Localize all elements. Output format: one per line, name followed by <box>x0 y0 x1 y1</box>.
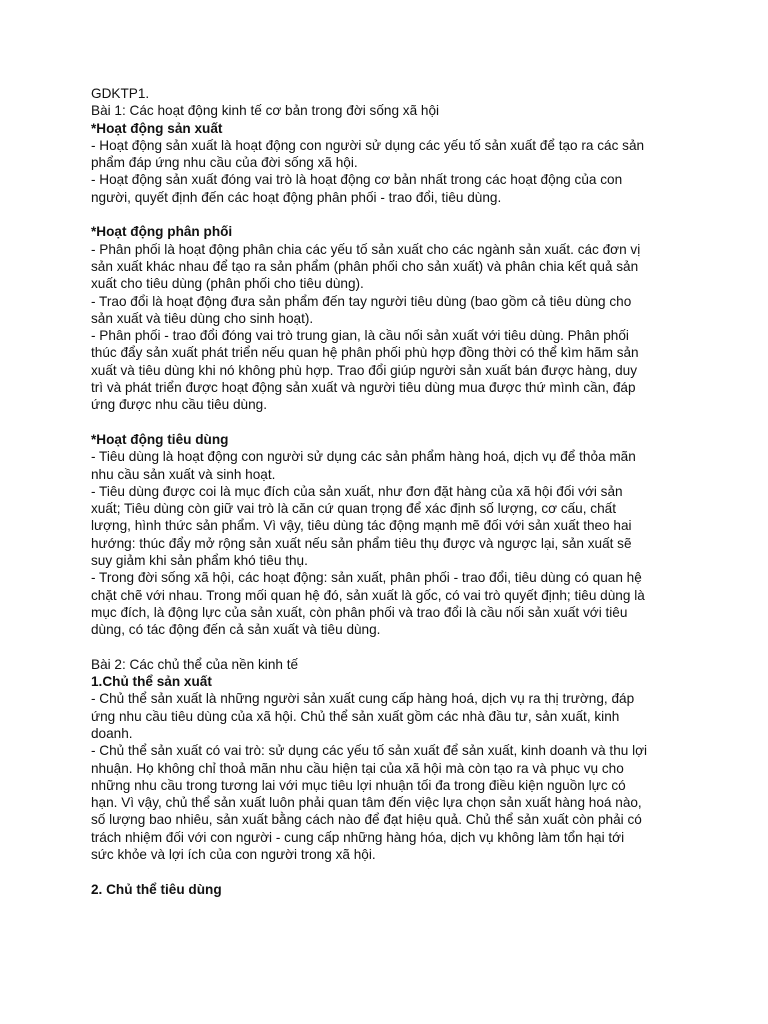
text-line: sản xuất và tiêu dùng cho sinh hoạt). <box>91 310 314 326</box>
text-line: xuất; Tiêu dùng còn giữ vai trò là căn cứ quan trọng để xác định số lượng, cơ cấu, chất <box>91 501 616 517</box>
text-line: hướng: thúc đẩy mở rộng sản xuất nếu sản phẩm tiêu thụ được và ngược lại, sản xuất sẽ <box>91 535 632 551</box>
section-heading: 1.Chủ thể sản xuất <box>91 674 212 690</box>
text-line: hạn. Vì vậy, chủ thể sản xuất luôn phải quan tâm đến việc lựa chọn sản xuất hàng hoá nào, <box>91 795 642 811</box>
text-line: - Tiêu dùng được coi là mục đích của sản xuất, như đơn đặt hàng của xã hội đối với sản <box>91 483 623 499</box>
text-line: Bài 2: Các chủ thể của nền kinh tế <box>91 656 299 672</box>
text-line: - Chủ thể sản xuất có vai trò: sử dụng các yếu tố sản xuất để sản xuất, kinh doanh và thu lợi <box>91 743 648 759</box>
document-page <box>91 85 687 898</box>
text-line: người, quyết định đến các hoạt động phân phối - trao đổi, tiêu dùng. <box>91 189 502 205</box>
text-line: - Phân phối - trao đổi đóng vai trò trung gian, là cầu nối sản xuất với tiêu dùng. Phân phối <box>91 328 629 344</box>
section-heading: *Hoạt động tiêu dùng <box>91 431 229 447</box>
section-heading: *Hoạt động sản xuất <box>91 120 223 136</box>
blank-line <box>91 639 687 656</box>
blank-line <box>91 863 687 880</box>
text-line: suy giảm khi sản phẩm khó tiêu thụ. <box>91 553 308 569</box>
text-line: phẩm đáp ứng nhu cầu của đời sống xã hội. <box>91 155 358 171</box>
text-line: chặt chẽ với nhau. Trong mối quan hệ đó, sản xuất là gốc, có vai trò quyết định; tiêu dùng là <box>91 587 645 603</box>
text-line: nhuận. Họ không chỉ thoả mãn nhu cầu hiện tại của xã hội mà còn tạo ra và phục vụ cho <box>91 760 624 776</box>
text-line: - Phân phối là hoạt động phân chia các yếu tố sản xuất cho các ngành sản xuất. các đơn vị <box>91 241 641 257</box>
text-line: lượng, hình thức sản phẩm. Vì vậy, tiêu dùng tác động mạnh mẽ đối với sản xuất theo hai <box>91 518 632 534</box>
text-line: sản xuất khác nhau để tạo ra sản phẩm (phân phối cho sản xuất) và phân chia kết quả sản <box>91 258 639 274</box>
text-line: ứng được nhu cầu tiêu dùng. <box>91 397 268 413</box>
blank-line <box>91 206 687 223</box>
text-line: Bài 1: Các hoạt động kinh tế cơ bản trong đời sống xã hội <box>91 103 440 119</box>
text-line: xuất và tiêu dùng khi nó không phù hợp. Trao đổi giúp người sản xuất bán được hàng, duy <box>91 362 638 378</box>
text-line: GDKTP1. <box>91 86 150 101</box>
text-line: - Hoạt động sản xuất là hoạt động con người sử dụng các yếu tố sản xuất để tạo ra các sản <box>91 137 645 153</box>
text-line: xuất cho tiêu dùng (phân phối cho tiêu dùng). <box>91 276 364 292</box>
text-line: - Trao đổi là hoạt động đưa sản phẩm đến tay người tiêu dùng (bao gồm cả tiêu dùng cho <box>91 293 632 309</box>
text-line: doanh. <box>91 725 133 741</box>
section-heading: 2. Chủ thể tiêu dùng <box>91 881 222 897</box>
text-line: trách nhiệm đối với con người - cung cấp những hàng hóa, dịch vụ không làm tổn hại tới <box>91 829 625 845</box>
text-line: sức khỏe và lợi ích của con người trong xã hội. <box>91 847 376 863</box>
text-line: số lượng bao nhiêu, sản xuất bằng cách nào để đạt hiệu quả. Chủ thể sản xuất còn phải có <box>91 812 642 828</box>
text-line: mục đích, là động lực của sản xuất, còn phân phối và trao đổi là cầu nối sản xuất với tiêu <box>91 604 628 620</box>
text-line: - Chủ thể sản xuất là những người sản xuất cung cấp hàng hoá, dịch vụ ra thị trường, đáp <box>91 691 635 707</box>
blank-line <box>91 414 687 431</box>
text-line: nhu cầu sản xuất và sinh hoạt. <box>91 466 276 482</box>
section-heading: *Hoạt động phân phối <box>91 224 233 240</box>
text-line: - Tiêu dùng là hoạt động con người sử dụng các sản phẩm hàng hoá, dịch vụ để thỏa mãn <box>91 449 636 465</box>
text-line: dùng, có tác động đến cả sản xuất và tiêu dùng. <box>91 622 381 638</box>
text-line: những nhu cầu trong tương lai với mục tiêu lợi nhuận tối đa trong điều kiện nguồn lực có <box>91 777 626 793</box>
text-line: - Trong đời sống xã hội, các hoạt động: sản xuất, phân phối - trao đổi, tiêu dùng có quan hệ <box>91 570 642 586</box>
text-line: ứng nhu cầu tiêu dùng của xã hội. Chủ thể sản xuất gồm các nhà đầu tư, sản xuất, kinh <box>91 708 620 724</box>
text-line: thúc đẩy sản xuất phát triển nếu quan hệ phân phối phù hợp đồng thời có thể kìm hãm sản <box>91 345 639 361</box>
text-line: trì và phát triển được hoạt động sản xuất và người tiêu dùng mua được thứ mình cần, đáp <box>91 380 636 396</box>
text-line: - Hoạt động sản xuất đóng vai trò là hoạt động cơ bản nhất trong các hoạt động của con <box>91 172 623 188</box>
